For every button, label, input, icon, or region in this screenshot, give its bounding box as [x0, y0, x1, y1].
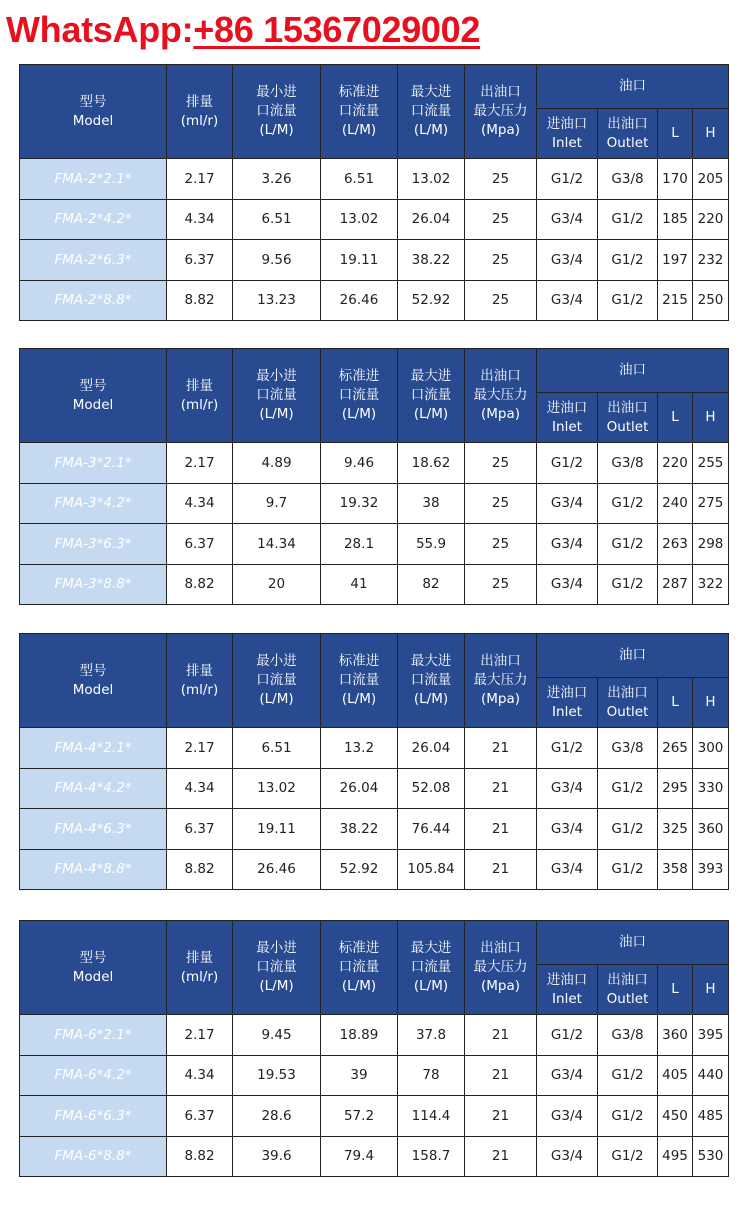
cell-model: FMA-4*6.3* [20, 809, 167, 850]
cell-height: 205 [693, 159, 729, 200]
cell-std-flow: 9.46 [321, 443, 398, 484]
cell-max-pressure: 25 [465, 483, 537, 524]
header-max-flow: 最大进 口流量 (L/M) [398, 921, 465, 1015]
cell-displacement: 2.17 [167, 443, 233, 484]
cell-min-flow: 6.51 [233, 199, 321, 240]
cell-length: 220 [658, 443, 693, 484]
cell-outlet: G1/2 [598, 240, 658, 281]
cell-inlet: G3/4 [537, 768, 598, 809]
cell-min-flow: 13.02 [233, 768, 321, 809]
header-length: L [658, 678, 693, 728]
header-max-pressure: 出油口 最大压力 (Mpa) [465, 349, 537, 443]
cell-length: 197 [658, 240, 693, 281]
header-outlet: 出油口 Outlet [598, 678, 658, 728]
header-length: L [658, 109, 693, 159]
cell-max-flow: 26.04 [398, 728, 465, 769]
cell-max-flow: 26.04 [398, 199, 465, 240]
cell-std-flow: 6.51 [321, 159, 398, 200]
cell-outlet: G3/8 [598, 1015, 658, 1056]
cell-std-flow: 79.4 [321, 1136, 398, 1177]
whatsapp-banner [6, 2, 480, 58]
cell-std-flow: 26.04 [321, 768, 398, 809]
cell-inlet: G3/4 [537, 483, 598, 524]
header-port-group: 油口 [537, 349, 729, 393]
cell-inlet: G3/4 [537, 199, 598, 240]
header-std-flow: 标准进 口流量 (L/M) [321, 349, 398, 443]
header-displacement: 排量 (ml/r) [167, 349, 233, 443]
cell-max-flow: 78 [398, 1055, 465, 1096]
cell-model: FMA-3*4.2* [20, 483, 167, 524]
whatsapp-phone-link[interactable]: +86 15367029002 [193, 9, 481, 50]
cell-outlet: G3/8 [598, 443, 658, 484]
cell-max-flow: 37.8 [398, 1015, 465, 1056]
cell-inlet: G3/4 [537, 240, 598, 281]
cell-model: FMA-3*6.3* [20, 524, 167, 565]
header-min-flow: 最小进 口流量 (L/M) [233, 634, 321, 728]
cell-max-flow: 52.92 [398, 280, 465, 321]
table-row [20, 240, 729, 281]
cell-model: FMA-4*8.8* [20, 849, 167, 890]
cell-height: 300 [693, 728, 729, 769]
header-max-pressure: 出油口 最大压力 (Mpa) [465, 634, 537, 728]
cell-model: FMA-6*6.3* [20, 1096, 167, 1137]
cell-inlet: G1/2 [537, 443, 598, 484]
cell-outlet: G1/2 [598, 199, 658, 240]
cell-max-pressure: 21 [465, 809, 537, 850]
cell-inlet: G3/4 [537, 524, 598, 565]
cell-model: FMA-6*8.8* [20, 1136, 167, 1177]
cell-max-flow: 52.08 [398, 768, 465, 809]
cell-max-pressure: 21 [465, 1096, 537, 1137]
cell-max-flow: 76.44 [398, 809, 465, 850]
table-row [20, 159, 729, 200]
cell-min-flow: 9.56 [233, 240, 321, 281]
header-outlet: 出油口 Outlet [598, 393, 658, 443]
cell-inlet: G3/4 [537, 1136, 598, 1177]
cell-height: 393 [693, 849, 729, 890]
cell-min-flow: 26.46 [233, 849, 321, 890]
cell-length: 325 [658, 809, 693, 850]
cell-height: 275 [693, 483, 729, 524]
cell-max-pressure: 25 [465, 524, 537, 565]
cell-max-flow: 158.7 [398, 1136, 465, 1177]
table-row [20, 728, 729, 769]
cell-std-flow: 13.02 [321, 199, 398, 240]
cell-height: 360 [693, 809, 729, 850]
table-row [20, 483, 729, 524]
header-height: H [693, 393, 729, 443]
cell-max-pressure: 21 [465, 1015, 537, 1056]
spec-table-3 [19, 633, 729, 890]
cell-inlet: G3/4 [537, 1055, 598, 1096]
cell-length: 295 [658, 768, 693, 809]
table-row [20, 809, 729, 850]
cell-min-flow: 19.53 [233, 1055, 321, 1096]
header-inlet: 进油口 Inlet [537, 965, 598, 1015]
cell-std-flow: 19.32 [321, 483, 398, 524]
header-max-flow: 最大进 口流量 (L/M) [398, 349, 465, 443]
header-length: L [658, 393, 693, 443]
cell-min-flow: 19.11 [233, 809, 321, 850]
cell-max-pressure: 21 [465, 1136, 537, 1177]
spec-table-4 [19, 920, 729, 1177]
cell-max-pressure: 25 [465, 159, 537, 200]
cell-min-flow: 20 [233, 564, 321, 605]
cell-outlet: G3/8 [598, 728, 658, 769]
cell-length: 450 [658, 1096, 693, 1137]
cell-min-flow: 6.51 [233, 728, 321, 769]
table-row [20, 1015, 729, 1056]
cell-max-flow: 38.22 [398, 240, 465, 281]
cell-max-flow: 38 [398, 483, 465, 524]
table-row [20, 199, 729, 240]
cell-outlet: G3/8 [598, 159, 658, 200]
header-port-group: 油口 [537, 634, 729, 678]
cell-min-flow: 39.6 [233, 1136, 321, 1177]
cell-displacement: 8.82 [167, 564, 233, 605]
cell-std-flow: 52.92 [321, 849, 398, 890]
cell-displacement: 8.82 [167, 1136, 233, 1177]
cell-outlet: G1/2 [598, 849, 658, 890]
header-outlet: 出油口 Outlet [598, 965, 658, 1015]
cell-inlet: G1/2 [537, 728, 598, 769]
spec-table-2 [19, 348, 729, 605]
header-displacement: 排量 (ml/r) [167, 65, 233, 159]
cell-displacement: 6.37 [167, 524, 233, 565]
spec-table-1 [19, 64, 729, 321]
header-model: 型号 Model [20, 349, 167, 443]
cell-outlet: G1/2 [598, 809, 658, 850]
header-height: H [693, 109, 729, 159]
cell-displacement: 6.37 [167, 1096, 233, 1137]
cell-height: 220 [693, 199, 729, 240]
header-min-flow: 最小进 口流量 (L/M) [233, 349, 321, 443]
cell-displacement: 6.37 [167, 240, 233, 281]
cell-max-pressure: 21 [465, 1055, 537, 1096]
cell-height: 485 [693, 1096, 729, 1137]
cell-model: FMA-4*4.2* [20, 768, 167, 809]
header-length: L [658, 965, 693, 1015]
cell-std-flow: 39 [321, 1055, 398, 1096]
cell-outlet: G1/2 [598, 564, 658, 605]
header-port-group: 油口 [537, 65, 729, 109]
header-model: 型号 Model [20, 65, 167, 159]
cell-length: 405 [658, 1055, 693, 1096]
cell-length: 287 [658, 564, 693, 605]
header-port-group: 油口 [537, 921, 729, 965]
table-row [20, 1136, 729, 1177]
cell-max-flow: 18.62 [398, 443, 465, 484]
cell-inlet: G1/2 [537, 1015, 598, 1056]
header-height: H [693, 965, 729, 1015]
cell-inlet: G3/4 [537, 1096, 598, 1137]
cell-min-flow: 14.34 [233, 524, 321, 565]
header-inlet: 进油口 Inlet [537, 393, 598, 443]
header-displacement: 排量 (ml/r) [167, 634, 233, 728]
cell-outlet: G1/2 [598, 1096, 658, 1137]
cell-inlet: G1/2 [537, 159, 598, 200]
cell-max-pressure: 21 [465, 849, 537, 890]
cell-model: FMA-6*4.2* [20, 1055, 167, 1096]
cell-max-flow: 114.4 [398, 1096, 465, 1137]
cell-height: 255 [693, 443, 729, 484]
table-row [20, 768, 729, 809]
cell-outlet: G1/2 [598, 524, 658, 565]
cell-displacement: 4.34 [167, 1055, 233, 1096]
cell-max-pressure: 25 [465, 443, 537, 484]
cell-max-pressure: 25 [465, 199, 537, 240]
cell-model: FMA-2*8.8* [20, 280, 167, 321]
header-inlet: 进油口 Inlet [537, 109, 598, 159]
cell-std-flow: 38.22 [321, 809, 398, 850]
cell-inlet: G3/4 [537, 809, 598, 850]
table-row [20, 524, 729, 565]
cell-max-pressure: 21 [465, 768, 537, 809]
cell-displacement: 2.17 [167, 728, 233, 769]
table-row [20, 443, 729, 484]
cell-min-flow: 9.7 [233, 483, 321, 524]
cell-inlet: G3/4 [537, 280, 598, 321]
cell-outlet: G1/2 [598, 280, 658, 321]
cell-outlet: G1/2 [598, 1055, 658, 1096]
cell-outlet: G1/2 [598, 1136, 658, 1177]
cell-length: 358 [658, 849, 693, 890]
cell-height: 530 [693, 1136, 729, 1177]
table-row [20, 1055, 729, 1096]
header-displacement: 排量 (ml/r) [167, 921, 233, 1015]
header-inlet: 进油口 Inlet [537, 678, 598, 728]
cell-std-flow: 28.1 [321, 524, 398, 565]
header-min-flow: 最小进 口流量 (L/M) [233, 921, 321, 1015]
cell-length: 215 [658, 280, 693, 321]
cell-std-flow: 57.2 [321, 1096, 398, 1137]
cell-std-flow: 41 [321, 564, 398, 605]
banner-label: WhatsApp: [6, 9, 194, 50]
table-row [20, 1096, 729, 1137]
cell-model: FMA-4*2.1* [20, 728, 167, 769]
cell-length: 265 [658, 728, 693, 769]
cell-length: 263 [658, 524, 693, 565]
cell-outlet: G1/2 [598, 483, 658, 524]
cell-displacement: 2.17 [167, 159, 233, 200]
table-row [20, 280, 729, 321]
cell-max-pressure: 21 [465, 728, 537, 769]
header-outlet: 出油口 Outlet [598, 109, 658, 159]
cell-max-flow: 55.9 [398, 524, 465, 565]
cell-height: 250 [693, 280, 729, 321]
cell-displacement: 2.17 [167, 1015, 233, 1056]
cell-displacement: 4.34 [167, 768, 233, 809]
cell-max-flow: 82 [398, 564, 465, 605]
cell-height: 395 [693, 1015, 729, 1056]
cell-max-pressure: 25 [465, 280, 537, 321]
cell-model: FMA-2*4.2* [20, 199, 167, 240]
cell-max-pressure: 25 [465, 564, 537, 605]
cell-std-flow: 18.89 [321, 1015, 398, 1056]
cell-min-flow: 4.89 [233, 443, 321, 484]
header-std-flow: 标准进 口流量 (L/M) [321, 65, 398, 159]
cell-height: 330 [693, 768, 729, 809]
header-std-flow: 标准进 口流量 (L/M) [321, 634, 398, 728]
cell-length: 240 [658, 483, 693, 524]
header-max-pressure: 出油口 最大压力 (Mpa) [465, 65, 537, 159]
cell-model: FMA-2*2.1* [20, 159, 167, 200]
header-height: H [693, 678, 729, 728]
cell-model: FMA-2*6.3* [20, 240, 167, 281]
header-std-flow: 标准进 口流量 (L/M) [321, 921, 398, 1015]
cell-displacement: 8.82 [167, 280, 233, 321]
cell-height: 440 [693, 1055, 729, 1096]
header-model: 型号 Model [20, 634, 167, 728]
cell-max-flow: 105.84 [398, 849, 465, 890]
header-model: 型号 Model [20, 921, 167, 1015]
cell-max-flow: 13.02 [398, 159, 465, 200]
cell-min-flow: 13.23 [233, 280, 321, 321]
cell-height: 298 [693, 524, 729, 565]
cell-displacement: 8.82 [167, 849, 233, 890]
cell-inlet: G3/4 [537, 849, 598, 890]
cell-length: 170 [658, 159, 693, 200]
cell-length: 360 [658, 1015, 693, 1056]
cell-height: 322 [693, 564, 729, 605]
cell-length: 185 [658, 199, 693, 240]
cell-displacement: 6.37 [167, 809, 233, 850]
cell-std-flow: 26.46 [321, 280, 398, 321]
cell-min-flow: 3.26 [233, 159, 321, 200]
table-row [20, 564, 729, 605]
table-row [20, 849, 729, 890]
cell-std-flow: 13.2 [321, 728, 398, 769]
header-max-flow: 最大进 口流量 (L/M) [398, 65, 465, 159]
cell-height: 232 [693, 240, 729, 281]
cell-displacement: 4.34 [167, 199, 233, 240]
cell-min-flow: 9.45 [233, 1015, 321, 1056]
cell-model: FMA-3*8.8* [20, 564, 167, 605]
cell-inlet: G3/4 [537, 564, 598, 605]
cell-outlet: G1/2 [598, 768, 658, 809]
cell-std-flow: 19.11 [321, 240, 398, 281]
header-min-flow: 最小进 口流量 (L/M) [233, 65, 321, 159]
cell-max-pressure: 25 [465, 240, 537, 281]
header-max-flow: 最大进 口流量 (L/M) [398, 634, 465, 728]
cell-displacement: 4.34 [167, 483, 233, 524]
cell-model: FMA-3*2.1* [20, 443, 167, 484]
cell-length: 495 [658, 1136, 693, 1177]
cell-min-flow: 28.6 [233, 1096, 321, 1137]
cell-model: FMA-6*2.1* [20, 1015, 167, 1056]
header-max-pressure: 出油口 最大压力 (Mpa) [465, 921, 537, 1015]
